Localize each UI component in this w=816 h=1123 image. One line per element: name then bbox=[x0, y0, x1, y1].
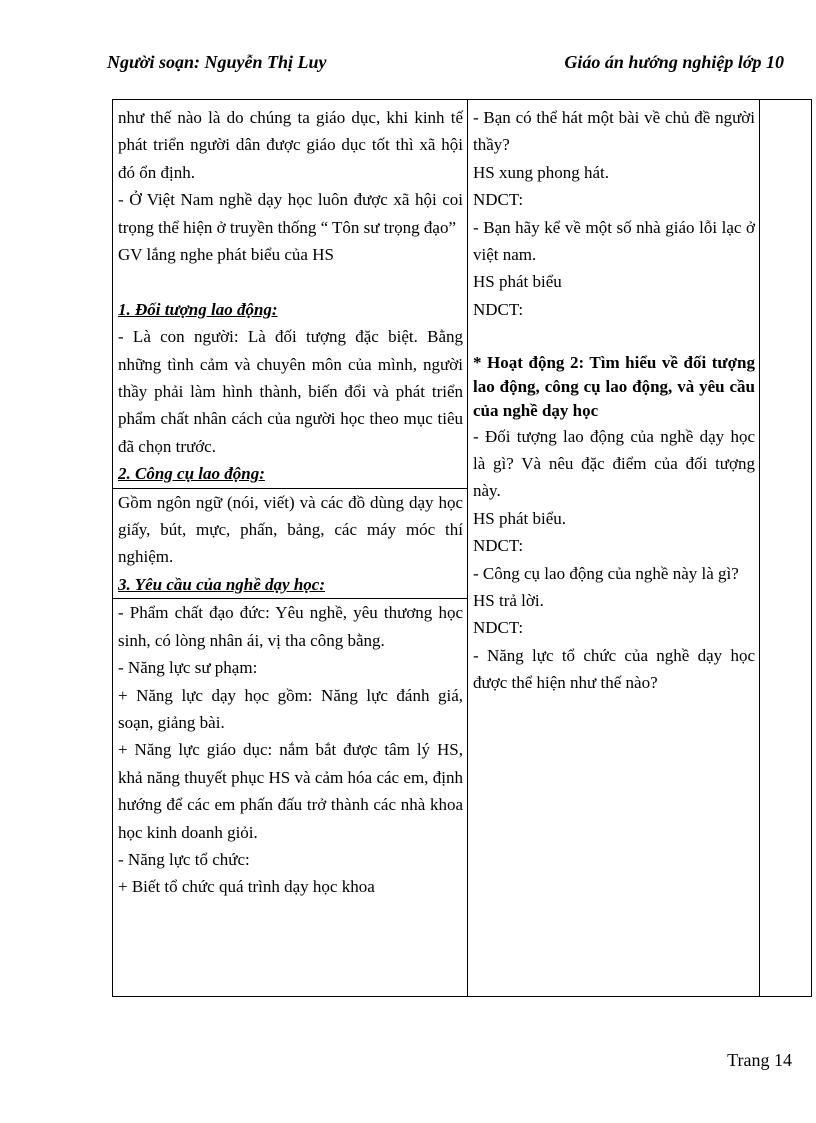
lesson-table bbox=[112, 99, 812, 997]
content-column bbox=[113, 100, 468, 997]
list-item: NDCT: bbox=[473, 190, 524, 210]
list-item: - Bạn hãy kể về một số nhà giáo lỗi lạc ở việt nam. bbox=[473, 217, 755, 265]
list-item: - Năng lực tổ chức: bbox=[118, 849, 250, 869]
list-item: - Bạn có thể hát một bài về chủ đề người thầy? bbox=[473, 108, 755, 155]
list-item: - Đối tượng lao động của nghề dạy học là gì? Và nêu đặc điểm của đối tượng này. bbox=[473, 426, 755, 501]
section-body: - Là con người: Là đối tượng đặc biệt. Bằng những tình cảm và chuyên môn của mình, người thầy phải làm hình thành, biến đổi và phát triển phẩm chất nhân cách của người học theo mục tiêu đã chọn trước. bbox=[118, 327, 463, 456]
list-item: HS xung phong hát. bbox=[473, 162, 609, 182]
section-body: Gồm ngôn ngữ (nói, viết) và các đồ dùng dạy học giấy, bút, mực, phấn, bảng, các máy móc thí nghiệm. bbox=[118, 492, 463, 567]
list-item: - Công cụ lao động của nghề này là gì? bbox=[473, 563, 739, 583]
list-item: HS phát biểu bbox=[473, 272, 562, 292]
list-item: - Năng lực sư phạm: bbox=[118, 658, 258, 678]
table-row bbox=[113, 100, 812, 997]
page-number: Trang 14 bbox=[727, 1050, 792, 1070]
list-item: + Năng lực dạy học gồm: Năng lực đánh giá, soạn, giảng bài. bbox=[118, 685, 463, 732]
list-item: - Năng lực tổ chức của nghề dạy học được thể hiện như thế nào? bbox=[473, 645, 755, 693]
activity-column bbox=[468, 100, 760, 997]
activity-heading: * Hoạt động 2: Tìm hiểu về đối tượng lao động, công cụ lao động, và yêu cầu của nghề dạy học bbox=[473, 352, 755, 420]
list-item: HS trả lời. bbox=[473, 591, 544, 611]
section-heading: 2. Công cụ lao động: bbox=[118, 464, 265, 484]
list-item: NDCT: bbox=[473, 299, 524, 319]
list-item: - Phẩm chất đạo đức: Yêu nghề, yêu thương học sinh, có lòng nhân ái, vị tha công bằng. bbox=[118, 603, 463, 650]
intro-paragraph: như thế nào là do chúng ta giáo dục, khi kinh tế phát triển người dân được giáo dục tốt thì xã hội đó ổn định. bbox=[118, 108, 463, 182]
header-author: Người soạn: Nguyễn Thị Luy bbox=[107, 52, 327, 72]
section-heading: 3. Yêu cầu của nghề dạy học: bbox=[118, 574, 325, 594]
intro-paragraph: GV lắng nghe phát biểu của HS bbox=[118, 245, 334, 265]
section-heading: 1. Đối tượng lao động: bbox=[118, 299, 278, 319]
header-title: Giáo án hướng nghiệp lớp 10 bbox=[564, 52, 784, 72]
notes-column bbox=[760, 100, 812, 997]
list-item: NDCT: bbox=[473, 618, 524, 638]
list-item: + Biết tổ chức quá trình dạy học khoa bbox=[118, 877, 375, 897]
list-item: HS phát biểu. bbox=[473, 508, 567, 528]
intro-paragraph: - Ở Việt Nam nghề dạy học luôn được xã hội coi trọng thể hiện ở truyền thống “ Tôn sư trọng đạo” bbox=[118, 190, 463, 237]
list-item: + Năng lực giáo dục: nắm bắt được tâm lý HS, khả năng thuyết phục HS và cảm hóa các em, định hướng để các em phấn đấu trở thành các nhà khoa học kinh doanh giỏi. bbox=[118, 740, 463, 842]
list-item: NDCT: bbox=[473, 536, 524, 556]
